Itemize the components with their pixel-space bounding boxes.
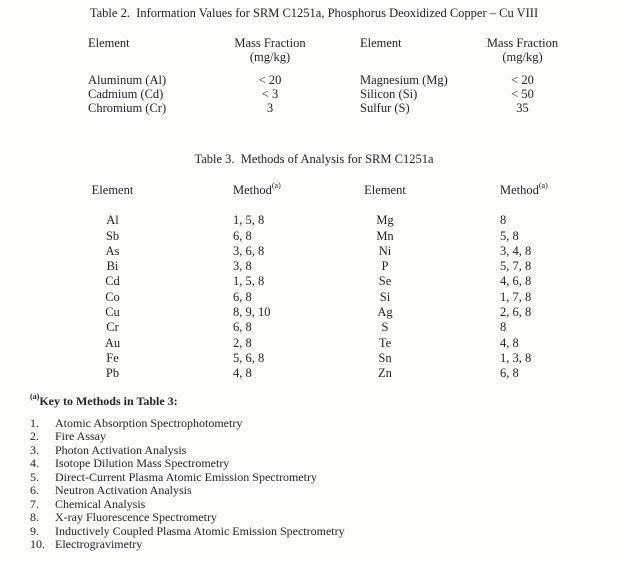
method-numbers: 3, 6, 8 (233, 243, 265, 258)
method-numbers: 8, 9, 10 (233, 305, 271, 320)
table2-header-unit-label: (mg/kg) (502, 50, 543, 64)
item-number: 6. (30, 483, 39, 498)
method-numbers: 1, 3, 8 (500, 350, 532, 365)
table2-header-element-right: Element (360, 36, 402, 50)
method-numbers: 6, 8 (233, 320, 252, 335)
element-symbol: Al (106, 213, 119, 228)
footnote-marker: (a) (30, 392, 40, 401)
list-item (30, 444, 345, 457)
method-numbers: 6, 8 (500, 366, 519, 381)
element-name: Chromium (Cr) (88, 101, 167, 115)
item-text: Isotope Dilution Mass Spectrometry (55, 456, 230, 471)
table2-header-massfraction-label: Mass Fraction (234, 36, 306, 50)
method-label: Method (233, 183, 272, 197)
element-symbol: Ag (377, 305, 393, 320)
method-numbers: 2, 6, 8 (500, 305, 532, 320)
table3-body (85, 213, 580, 381)
list-item (30, 471, 345, 484)
table2-header-element-left: Element (88, 36, 130, 50)
table-row (85, 290, 580, 305)
method-numbers: 4, 8 (500, 335, 519, 350)
table2 (88, 36, 565, 115)
method-numbers: 3, 8 (233, 259, 252, 274)
list-item (30, 417, 345, 430)
methods-key-title: Key to Methods in Table 3: (39, 394, 178, 408)
item-number: 8. (30, 510, 39, 525)
element-symbol: Se (378, 274, 392, 289)
table3-header-row (85, 183, 580, 198)
item-text: Electrogravimetry (55, 537, 143, 552)
method-numbers: 1, 5, 8 (233, 213, 265, 228)
item-number: 4. (30, 456, 39, 471)
item-number: 5. (30, 469, 39, 484)
element-name: Cadmium (Cd) (88, 87, 164, 101)
item-number: 3. (30, 442, 39, 457)
method-numbers: 8 (500, 213, 507, 228)
list-item (30, 484, 345, 497)
method-numbers: 2, 8 (233, 335, 252, 350)
list-item (30, 525, 345, 538)
method-footnote-marker: (a) (271, 181, 281, 190)
table-row (88, 101, 565, 115)
element-symbol: S (381, 320, 389, 335)
table-row (85, 351, 580, 366)
methods-key-list (30, 417, 345, 552)
item-number: 9. (30, 523, 39, 538)
element-symbol: Sn (378, 350, 392, 365)
element-symbol: Mn (376, 228, 394, 243)
element-symbol: Co (105, 289, 120, 304)
method-numbers: 3, 4, 8 (500, 243, 532, 258)
element-symbol: As (105, 243, 120, 258)
element-symbol: Si (379, 289, 391, 304)
element-symbol: Sb (105, 228, 120, 243)
table2-header-unit-label: (mg/kg) (249, 50, 291, 64)
table-row (85, 229, 580, 244)
table2-title: Table 2. Information Values for SRM C1251a, Phosphorus Deoxidized Copper – Cu VIII (89, 6, 539, 20)
element-symbol: P (381, 259, 389, 274)
item-number: 10. (30, 537, 45, 552)
method-numbers: 5, 8 (500, 228, 519, 243)
table-row (85, 274, 580, 289)
table2-header-row (88, 36, 565, 64)
table3-title: Table 3. Methods of Analysis for SRM C1251a (194, 152, 434, 166)
list-item (30, 498, 345, 511)
table-row (85, 336, 580, 351)
element-name: Aluminum (Al) (88, 73, 167, 87)
element-symbol: Fe (106, 350, 119, 365)
table-row (85, 213, 580, 228)
mass-fraction-value: < 20 (258, 73, 282, 87)
mass-fraction-value: 35 (516, 101, 529, 115)
table2-header-massfraction-left (230, 36, 310, 64)
mass-fraction-value: 3 (266, 101, 274, 115)
item-text: X-ray Fluorescence Spectrometry (55, 510, 217, 525)
method-numbers: 4, 8 (233, 366, 252, 381)
method-numbers: 5, 7, 8 (500, 259, 532, 274)
method-numbers: 5, 6, 8 (233, 350, 265, 365)
element-symbol: Pb (105, 366, 120, 381)
item-number: 2. (30, 429, 39, 444)
method-numbers: 4, 6, 8 (500, 274, 532, 289)
element-symbol: Ni (378, 243, 392, 258)
table2-body (88, 73, 565, 115)
element-symbol: Cd (105, 274, 120, 289)
item-text: Fire Assay (55, 429, 106, 444)
item-text: Inductively Coupled Plasma Atomic Emission Spectrometry (55, 523, 345, 538)
table3-header-method-right (415, 183, 580, 198)
method-numbers: 1, 5, 8 (233, 274, 265, 289)
table2-header-massfraction-label: Mass Fraction (486, 36, 559, 50)
mass-fraction-value: < 20 (511, 73, 534, 87)
table-row (85, 259, 580, 274)
table2-header-massfraction-right (480, 36, 565, 64)
table3-header-method-left (140, 183, 355, 198)
table3 (85, 183, 580, 382)
method-numbers: 8 (500, 320, 507, 335)
list-item (30, 538, 345, 551)
element-symbol: Cu (105, 305, 120, 320)
mass-fraction-value: < 3 (261, 87, 279, 101)
table-row (85, 320, 580, 335)
method-numbers: 6, 8 (233, 228, 252, 243)
method-numbers: 6, 8 (233, 289, 252, 304)
table-row (85, 305, 580, 320)
table3-header-element-right: Element (364, 183, 406, 197)
element-symbol: Bi (106, 259, 119, 274)
table3-header-element-left: Element (91, 183, 134, 197)
list-item (30, 511, 345, 524)
element-name: Magnesium (Mg) (360, 73, 448, 87)
list-item (30, 430, 345, 443)
item-text: Direct-Current Plasma Atomic Emission Spectrometry (55, 469, 317, 484)
item-text: Neutron Activation Analysis (55, 483, 192, 498)
element-symbol: Cr (106, 320, 119, 335)
element-symbol: Mg (376, 213, 394, 228)
item-number: 1. (30, 416, 39, 430)
mass-fraction-value: < 50 (511, 87, 534, 101)
element-symbol: Te (378, 335, 392, 350)
element-symbol: Zn (378, 366, 392, 381)
item-text: Photon Activation Analysis (55, 442, 187, 457)
list-item (30, 457, 345, 470)
element-name: Sulfur (S) (360, 101, 410, 115)
table-row (85, 244, 580, 259)
item-number: 7. (30, 496, 39, 511)
item-text: Chemical Analysis (55, 496, 146, 511)
method-numbers: 1, 7, 8 (500, 289, 532, 304)
method-label: Method (500, 183, 539, 197)
table-row (85, 366, 580, 381)
methods-key-heading (30, 394, 178, 409)
element-symbol: Au (104, 335, 121, 350)
table-row (88, 87, 565, 101)
item-text: Atomic Absorption Spectrophotometry (55, 416, 243, 430)
method-footnote-marker: (a) (538, 181, 548, 190)
table-row (88, 73, 565, 87)
element-name: Silicon (Si) (360, 87, 418, 101)
